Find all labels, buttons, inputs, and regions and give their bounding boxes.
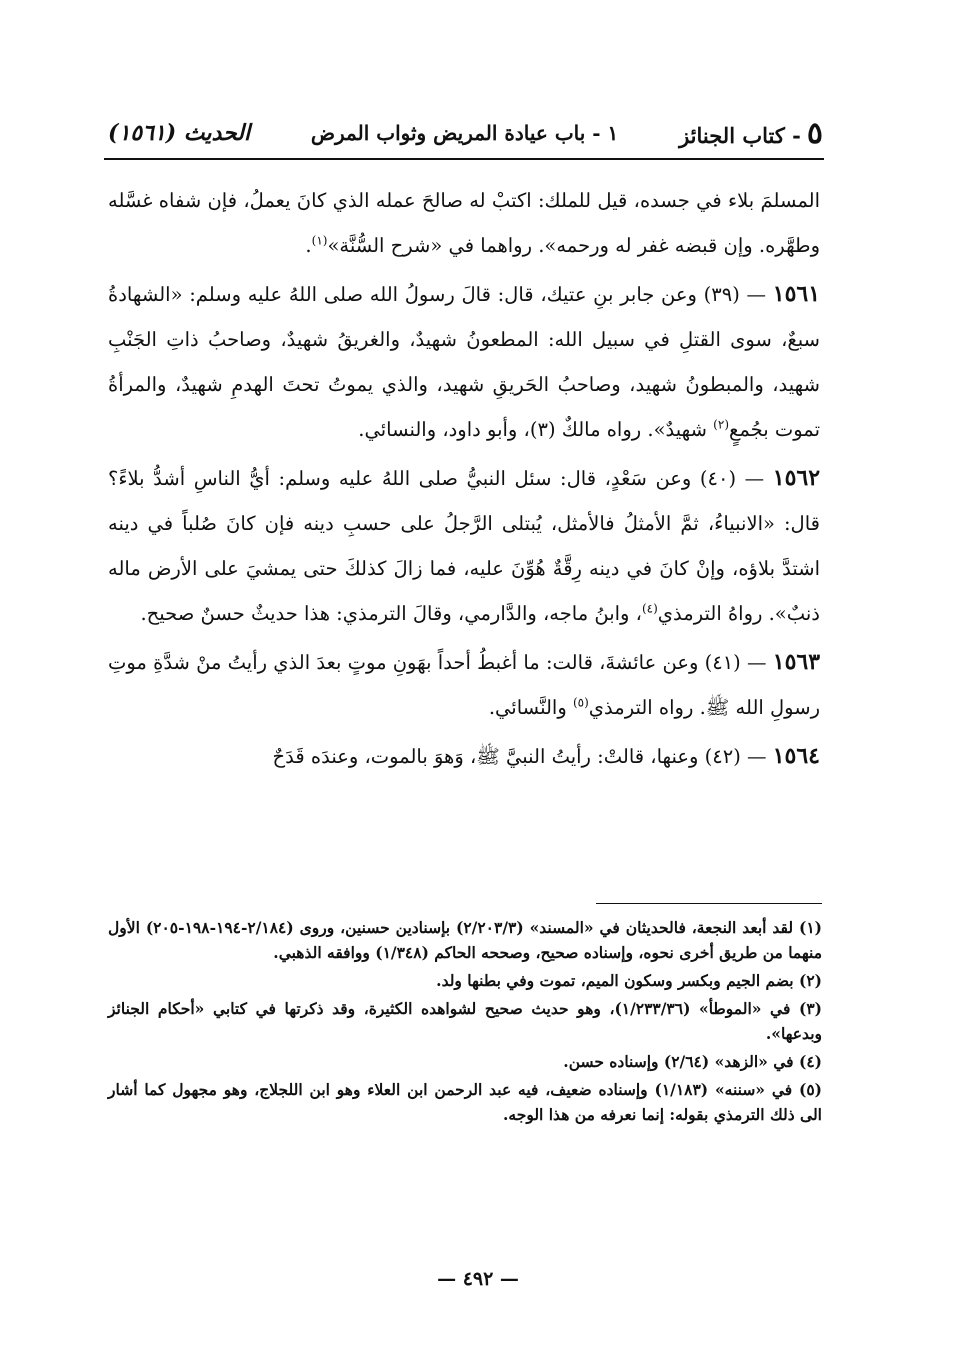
paragraph-tail: ، وابنُ ماجه، والدَّارمي، وقالَ الترمذي: هذا حديثٌ حسنٌ صحيح. [140, 602, 642, 625]
hadith-1563 [108, 640, 820, 730]
paragraph-text: — (٤٠) وعن سَعْدٍ، قال: سئل النبيُّ صلى اللهُ عليه وسلم: أيُّ الناسِ أشدُّ بلاءً؟ قال: «الانبياءُ، ثمَّ الأمثلُ فالأمثل، يُبتلى الرَّجلُ على حسبِ دينه فإن كانَ صُلباً في دينه اشتدَّ بلاؤه، وإنْ كانَ في دينه رِقَّةٌ هُوِّنَ عليه، فما زالَ كذلكَ حتى يمشيَ على الأرض ماله ذنبٌ». رواهُ الترمذي [108, 467, 820, 625]
hadith-reference: الحديث (١٥٦١) [108, 120, 251, 146]
hadith-number: ١٥٦٣ [772, 649, 821, 675]
book-heading [679, 116, 823, 151]
hadith-number: ١٥٦١ [772, 281, 821, 307]
paragraph-text: — (٤١) وعن عائشةَ، قالت: ما أغبطُ أحداً بهَونِ موتٍ بعدَ الذي رأيتُ منْ شدَّةِ موتِ رسولِ الله ﷺ. رواه الترمذي [108, 651, 820, 719]
footnote-marker: (٢) [713, 417, 729, 432]
header-divider [104, 158, 824, 160]
book-number: ٥ [806, 115, 823, 151]
footnote-marker: (٤) [641, 601, 658, 616]
footnote-1: (١) لقد أبعد النجعة، فالحديثان في «المسند» (٢/٢٠٣/٣) بإسنادين حسنين، وروى (٢/١٨٤-١٩٤-١٩٨-٢٠٥) الأول منهما من طريق أخرى نحوه، وإسناده صحيح، وصححه الحاكم (١/٣٤٨) ووافقه الذهبي. [108, 918, 822, 962]
footnote-3: (٣) في «الموطأ» (١/٢٣٣/٣٦)، وهو حديث صحيح لشواهده الكثيرة، وقد ذكرتها في كتابي «أحكام الجنائز وبدعها». [108, 999, 822, 1043]
hadith-1561 [108, 272, 820, 452]
hadith-1564 [108, 734, 820, 779]
footnotes [108, 915, 822, 1130]
chapter-title: ١ - باب عيادة المريض وثواب المرض [310, 121, 619, 145]
page-number: — ٤٩٢ — [437, 1268, 519, 1290]
paragraph-text: المسلمَ بلاء في جسده، قيل للملك: اكتبْ له صالحَ عمله الذي كانَ يعملُ، فإن شفاه غسَّله وطهَّره. وإن قبضه غفر له ورحمه». رواهما في «شرح السُّنَّة» [108, 189, 820, 257]
footnote-2: (٢) بضم الجيم وبكسر وسكون الميم، تموت وفي بطنها ولد. [436, 971, 822, 990]
paragraph-tail: . [305, 234, 312, 257]
paragraph-continuation [108, 178, 820, 268]
footnote-marker: (٥) [572, 695, 589, 710]
paragraph-tail: والنَّسائي. [488, 696, 573, 719]
paragraph-text: — (٤٢) وعنها، قالتْ: رأيتُ النبيَّ ﷺ، وَهوَ بالموت، وعندَه قَدَحٌ [272, 745, 767, 768]
footnote-4: (٤) في «الزهد» (٢/٦٤) وإسناده حسن. [563, 1052, 822, 1071]
paragraph-tail: شهيدٌ». رواه مالكٌ (٣)، وأبو داود، والنسائي. [358, 418, 714, 441]
hadith-1562 [108, 456, 820, 636]
hadith-number: ١٥٦٢ [772, 465, 821, 491]
page-header [108, 110, 823, 156]
footnote-divider [596, 903, 822, 904]
hadith-number: ١٥٦٤ [772, 743, 820, 769]
footnote-5: (٥) في «سننه» (١/١٨٣) وإسناده ضعيف، فيه عبد الرحمن ابن العلاء وهو ابن اللجلاج، وهو مجهول كما أشار الى ذلك الترمذي بقوله: إنما نعرفه من هذا الوجه. [108, 1080, 822, 1124]
book-title: - كتاب الجنائز [679, 122, 801, 148]
paragraph-text: — (٣٩) وعن جابر بنِ عتيك، قال: قالَ رسولُ الله صلى اللهُ عليه وسلم: «الشهادةُ سبعٌ، سوى القتلِ في سبيل الله: المطعونُ شهيدٌ، والغريقُ شهيدٌ، وصاحبُ ذاتِ الجَنْبِ شهيد، والمبطونُ شهيد، وصاحبُ الحَريقِ شهيد، والذي يموتُ تحتَ الهدمِ شهيدٌ، والمرأةُ تموت بجُمعٍ [108, 283, 820, 441]
footnote-marker: (١) [311, 233, 328, 248]
main-text [108, 178, 820, 783]
